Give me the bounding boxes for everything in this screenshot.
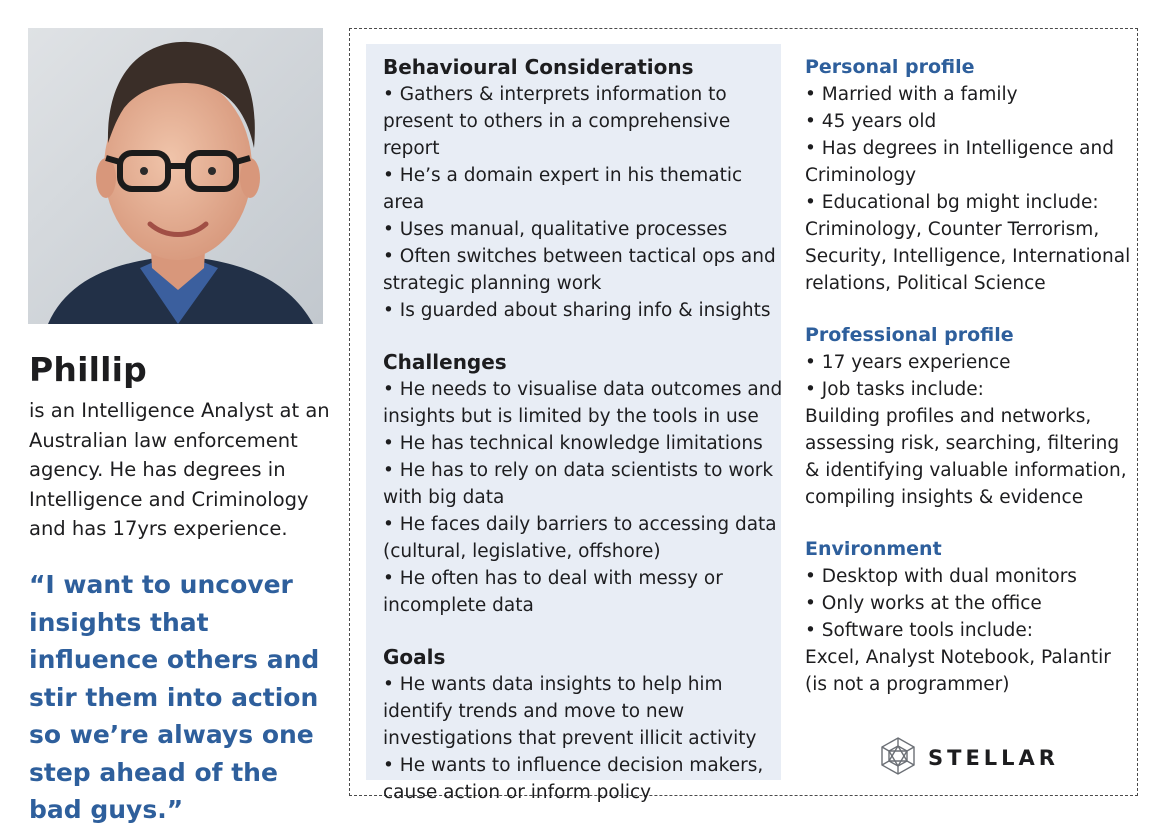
personal-profile-item: • Married with a family (805, 81, 1135, 108)
goal-item: • He wants data insights to help him identify trends and move to new investigations that prevent illicit activity (383, 671, 788, 752)
behavioural-item: • Gathers & interprets information to present to others in a comprehensive report (383, 81, 788, 162)
challenge-item: • He often has to deal with messy or incomplete data (383, 565, 788, 619)
challenge-item: • He has to rely on data scientists to work with big data (383, 457, 788, 511)
behavioural-item: • Often switches between tactical ops and strategic planning work (383, 243, 788, 297)
behavioural-item: • He’s a domain expert in his thematic area (383, 162, 788, 216)
behavioural-section (383, 54, 788, 324)
personal-profile-item: • 45 years old (805, 108, 1135, 135)
persona-description: is an Intelligence Analyst at an Australian law enforcement agency. He has degrees in Intelligence and Criminology and has 17yrs experience. (29, 399, 330, 540)
personal-profile-item: • Educational bg might include: (805, 189, 1135, 216)
behavioural-item: • Uses manual, qualitative processes (383, 216, 788, 243)
persona-quote: “I want to uncover insights that influence others and stir them into action so we’re always one step ahead of the bad guys.” (29, 570, 320, 824)
personal-profile-item: • Has degrees in Intelligence and Criminology (805, 135, 1135, 189)
goals-title: Goals (383, 645, 446, 669)
challenges-section (383, 349, 788, 619)
environment-title: Environment (805, 538, 942, 560)
professional-profile-item: • 17 years experience (805, 349, 1135, 376)
goals-section (383, 644, 788, 806)
environment-item: • Only works at the office (805, 590, 1135, 617)
professional-profile-item: • Job tasks include: (805, 376, 1135, 403)
challenge-item: • He has technical knowledge limitations (383, 430, 788, 457)
environment-item: • Software tools include: (805, 617, 1135, 644)
persona-photo (28, 28, 323, 324)
right-column (805, 54, 1135, 723)
middle-column (383, 54, 788, 831)
personal-profile-section (805, 54, 1135, 297)
stellar-logo (880, 738, 1059, 778)
challenge-item: • He faces daily barriers to accessing data (cultural, legislative, offshore) (383, 511, 788, 565)
education-detail: Criminology, Counter Terrorism, Security, Intelligence, International relations, Political Science (805, 219, 1131, 294)
personal-profile-title: Personal profile (805, 56, 975, 78)
behavioural-item: • Is guarded about sharing info & insights (383, 297, 788, 324)
job-tasks-detail: Building profiles and networks, assessing risk, searching, filtering & identifying valuable information, compiling insights & evidence (805, 406, 1127, 508)
software-tools-detail: Excel, Analyst Notebook, Palantir (is not a programmer) (805, 647, 1111, 695)
professional-profile-title: Professional profile (805, 324, 1014, 346)
environment-section (805, 536, 1135, 698)
goal-item: • He wants to influence decision makers, cause action or inform policy (383, 752, 788, 806)
behavioural-title: Behavioural Considerations (383, 55, 694, 79)
logo-wordmark: STELLAR (928, 746, 1059, 770)
challenges-title: Challenges (383, 350, 507, 374)
environment-item: • Desktop with dual monitors (805, 563, 1135, 590)
persona-name: Phillip (29, 350, 147, 389)
geodesic-sphere-icon (880, 737, 916, 779)
professional-profile-section (805, 322, 1135, 511)
challenge-item: • He needs to visualise data outcomes and insights but is limited by the tools in use (383, 376, 788, 430)
